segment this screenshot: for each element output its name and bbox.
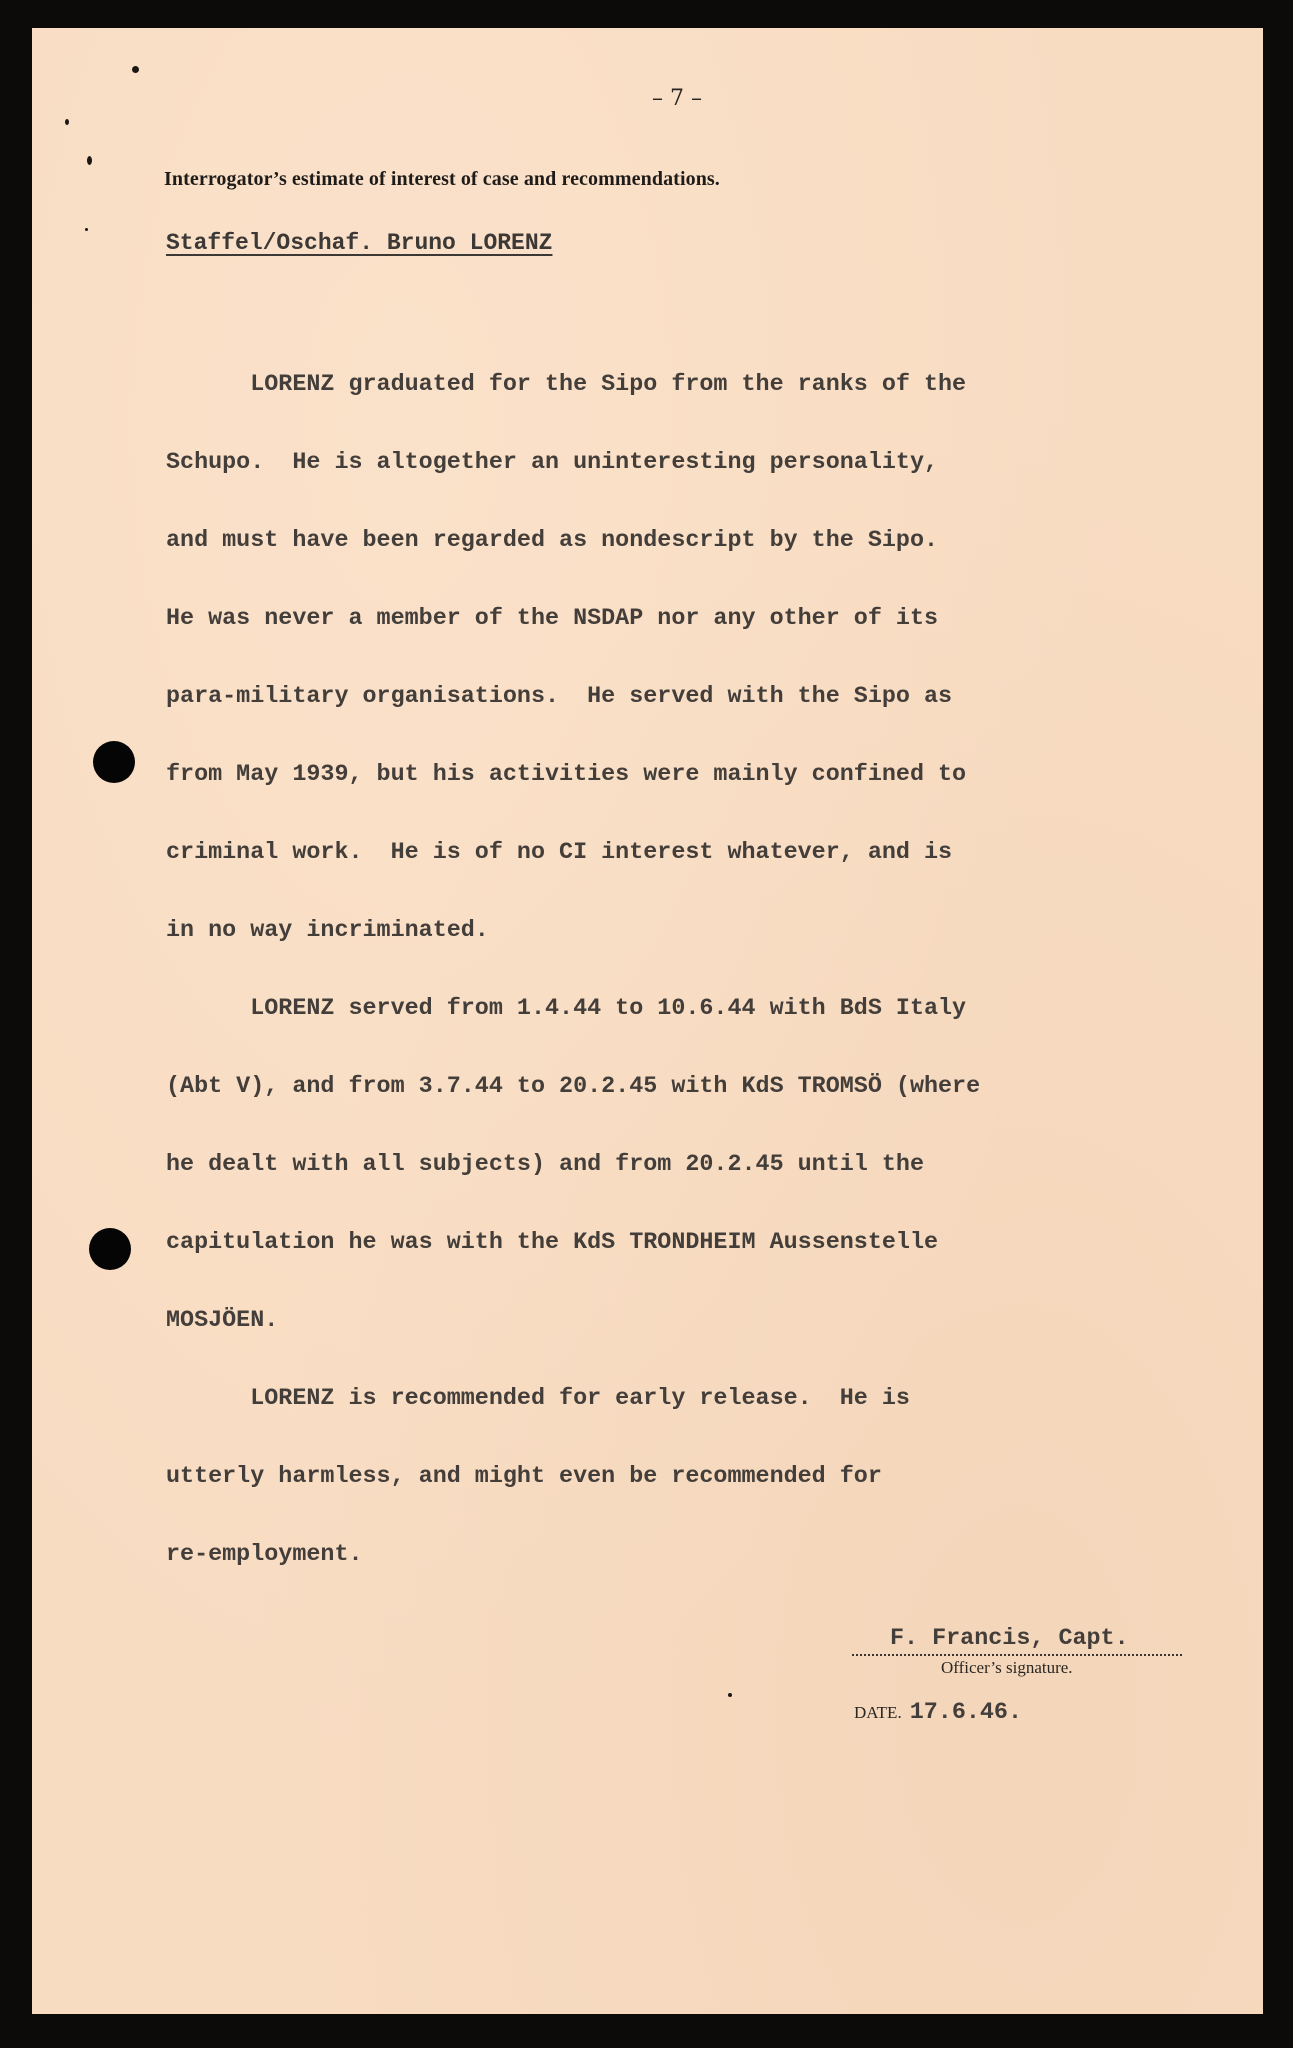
paper-speck xyxy=(728,1693,732,1697)
body-line: LORENZ is recommended for early release. He is xyxy=(166,1386,910,1412)
body-line: para-military organisations. He served with the Sipo as xyxy=(166,684,953,710)
report-body xyxy=(166,320,1166,1620)
body-line: utterly harmless, and might even be recommended for xyxy=(166,1464,882,1490)
date-block xyxy=(854,1700,1022,1726)
form-heading: Interrogator’s estimate of interest of case and recommendations. xyxy=(164,168,720,190)
body-line: LORENZ graduated for the Sipo from the ranks of the xyxy=(166,372,967,398)
body-line: re-employment. xyxy=(166,1542,363,1568)
body-line: in no way incriminated. xyxy=(166,918,489,944)
date-value: 17.6.46. xyxy=(909,1700,1022,1726)
body-line: Schupo. He is altogether an uninteresting personality, xyxy=(166,450,939,476)
body-line: MOSJÖEN. xyxy=(166,1308,279,1334)
officer-signature: F. Francis, Capt. xyxy=(852,1626,1182,1656)
page-number: – 7 – xyxy=(652,86,702,111)
body-line: criminal work. He is of no CI interest whatever, and is xyxy=(166,840,953,866)
body-line: from May 1939, but his activities were mainly confined to xyxy=(166,762,967,788)
subject-line: Staffel/Oschaf. Bruno LORENZ xyxy=(166,230,553,256)
date-label: DATE. xyxy=(854,1703,902,1722)
body-line: LORENZ served from 1.4.44 to 10.6.44 with BdS Italy xyxy=(166,996,967,1022)
body-line: He was never a member of the NSDAP nor any other of its xyxy=(166,606,939,632)
paper-speck xyxy=(65,119,69,125)
document-page xyxy=(32,28,1263,2014)
punch-hole-top xyxy=(93,741,135,783)
paper-speck xyxy=(87,156,92,165)
body-line: capitulation he was with the KdS TRONDHEIM Aussenstelle xyxy=(166,1230,939,1256)
body-line: (Abt V), and from 3.7.44 to 20.2.45 with KdS TROMSÖ (where xyxy=(166,1074,981,1100)
signature-caption: Officer’s signature. xyxy=(941,1658,1073,1677)
paper-speck xyxy=(132,66,139,73)
punch-hole-bottom xyxy=(89,1228,131,1270)
body-line: he dealt with all subjects) and from 20.2.45 until the xyxy=(166,1152,924,1178)
body-line: and must have been regarded as nondescript by the Sipo. xyxy=(166,528,939,554)
paper-speck xyxy=(85,228,88,231)
